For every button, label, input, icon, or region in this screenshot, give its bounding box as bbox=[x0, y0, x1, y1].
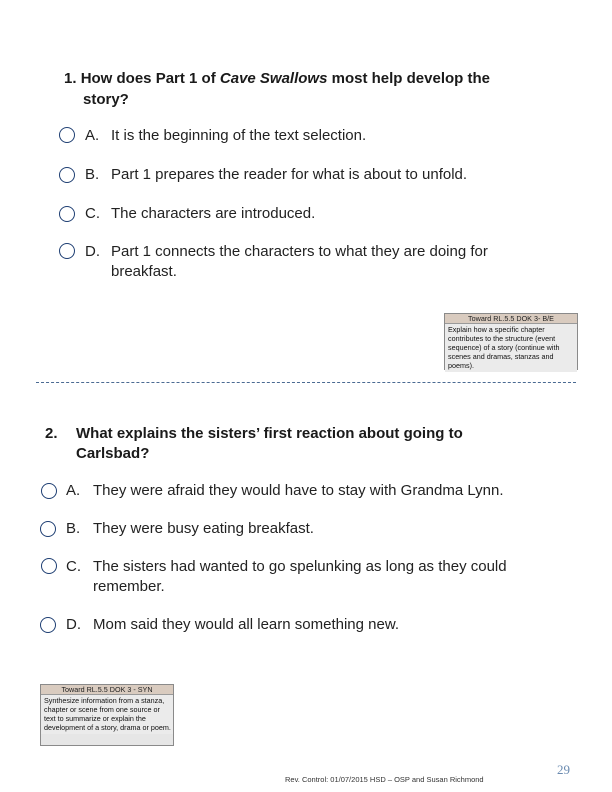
standard-box-2-description: Synthesize information from a stanza, chapter or scene from one source or text to summarize or explain the development of a story, drama or poem. bbox=[41, 695, 173, 734]
q1-option-a-letter: A. bbox=[85, 127, 100, 144]
q1-option-a-text: It is the beginning of the text selection. bbox=[111, 127, 367, 144]
q2-option-d-text: Mom said they would all learn something new. bbox=[93, 616, 399, 633]
q1-option-d[interactable] bbox=[85, 242, 488, 280]
question-2-prompt-line2: Carlsbad? bbox=[76, 445, 150, 462]
q1-option-d-text-line2: breakfast. bbox=[111, 263, 177, 280]
q1-option-b[interactable] bbox=[85, 165, 468, 184]
q2-option-b-radio[interactable] bbox=[40, 521, 56, 537]
q2-option-a-radio[interactable] bbox=[41, 483, 57, 499]
question-1-text-after: most help develop the bbox=[327, 70, 490, 87]
section-divider bbox=[36, 382, 576, 383]
q1-option-c[interactable] bbox=[85, 204, 316, 223]
q2-option-c-text: The sisters had wanted to go spelunking as long as they could bbox=[93, 558, 507, 575]
q1-option-d-text: Part 1 connects the characters to what they are doing for bbox=[111, 243, 488, 260]
q1-option-c-text: The characters are introduced. bbox=[111, 205, 316, 222]
q2-option-b-letter: B. bbox=[66, 520, 81, 537]
q2-option-c-text-line2: remember. bbox=[93, 578, 165, 595]
question-1-prompt bbox=[64, 69, 544, 88]
q1-option-b-letter: B. bbox=[85, 166, 100, 183]
q2-option-b[interactable] bbox=[66, 519, 314, 538]
question-1-text-before: How does Part 1 of bbox=[80, 70, 220, 87]
standard-box-1-header: Toward RL.5.5 DOK 3- B/E bbox=[445, 314, 577, 324]
q1-option-b-radio[interactable] bbox=[59, 167, 75, 183]
q2-option-d-radio[interactable] bbox=[40, 617, 56, 633]
q2-option-a[interactable] bbox=[66, 481, 504, 500]
question-1-title: Cave Swallows bbox=[219, 70, 328, 87]
q2-option-c-letter: C. bbox=[66, 558, 81, 575]
q2-option-c[interactable] bbox=[66, 557, 507, 595]
q2-option-a-text: They were afraid they would have to stay with Grandma Lynn. bbox=[93, 482, 504, 499]
standard-box-2-header: Toward RL.5.5 DOK 3 - SYN bbox=[41, 685, 173, 695]
standard-box-1 bbox=[444, 313, 578, 370]
q2-option-a-letter: A. bbox=[66, 482, 81, 499]
q2-option-d[interactable] bbox=[66, 615, 399, 634]
q1-option-d-letter: D. bbox=[85, 243, 100, 260]
q1-option-d-radio[interactable] bbox=[59, 243, 75, 259]
q2-option-b-text: They were busy eating breakfast. bbox=[93, 520, 314, 537]
q2-option-c-radio[interactable] bbox=[41, 558, 57, 574]
q1-option-b-text: Part 1 prepares the reader for what is about to unfold. bbox=[111, 166, 468, 183]
question-1-prompt-line2: story? bbox=[83, 91, 129, 108]
q1-option-c-radio[interactable] bbox=[59, 206, 75, 222]
standard-box-1-description: Explain how a specific chapter contributes to the structure (event sequence) of a story (continue with scenes and dramas, stanzas and poems). bbox=[445, 324, 577, 372]
question-2-prompt: What explains the sisters’ first reaction about going to bbox=[76, 425, 463, 442]
q2-option-d-letter: D. bbox=[66, 616, 81, 633]
q1-option-a-radio[interactable] bbox=[59, 127, 75, 143]
question-2-number: 2. bbox=[45, 425, 58, 442]
question-1-number: 1. bbox=[64, 70, 77, 87]
q1-option-c-letter: C. bbox=[85, 205, 100, 222]
standard-box-2 bbox=[40, 684, 174, 746]
q1-option-a[interactable] bbox=[85, 126, 367, 145]
page-number: 29 bbox=[557, 762, 570, 777]
footer-rev-control: Rev. Control: 01/07/2015 HSD – OSP and Susan Richmond bbox=[285, 775, 484, 784]
